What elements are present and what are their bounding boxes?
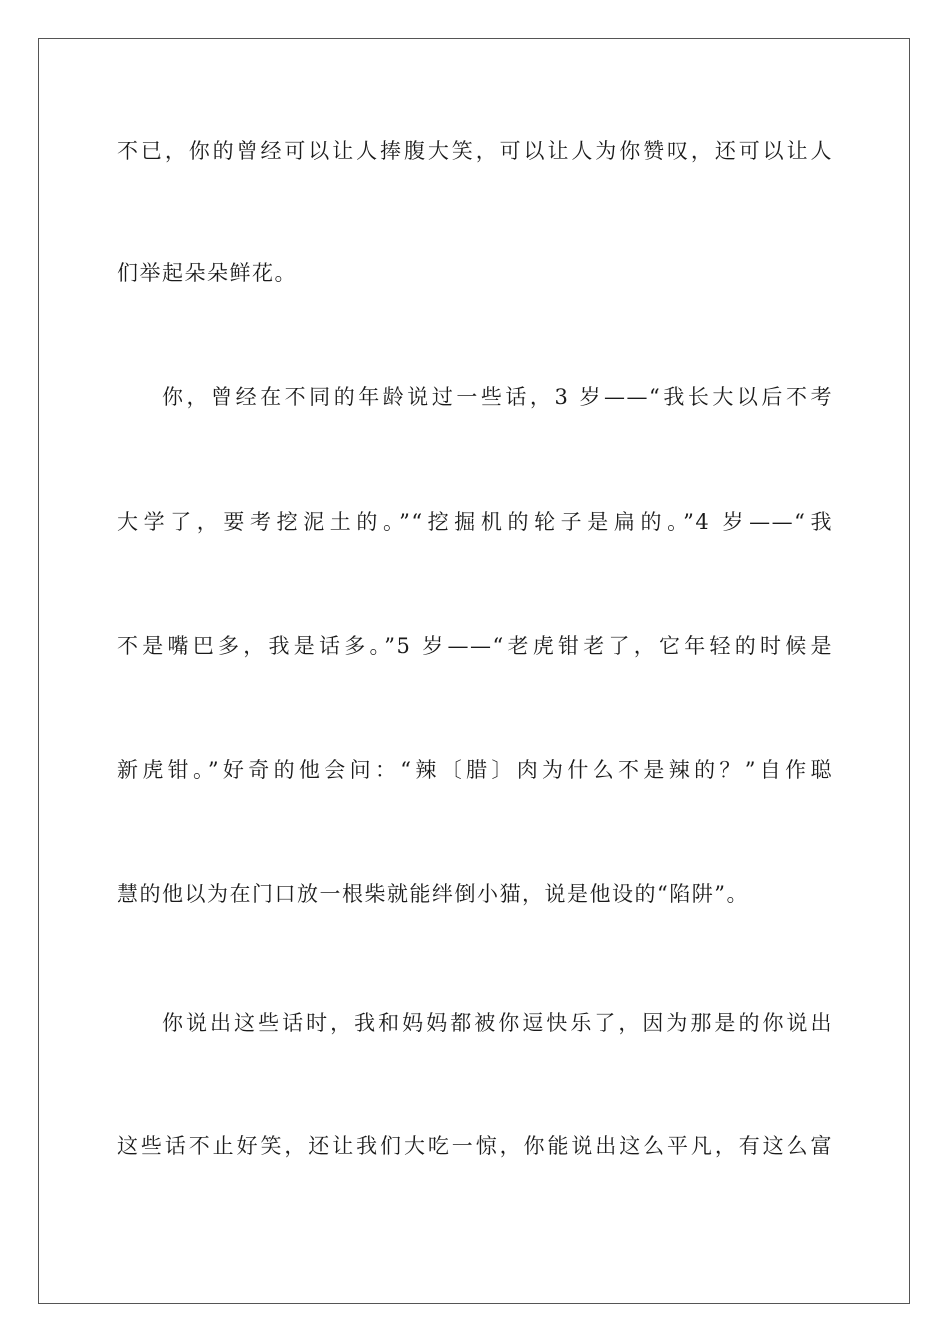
text-line-6: 新虎钳。”好奇的他会问：“辣〔腊〕肉为什么不是辣的？”自作聪 <box>117 758 833 782</box>
text-line-4: 大学了，要考挖泥土的。”“挖掘机的轮子是扁的。”4 岁——“我 <box>117 510 833 534</box>
text-line-1: 不已，你的曾经可以让人捧腹大笑，可以让人为你赞叹，还可以让人 <box>117 139 833 163</box>
text-line-5: 不是嘴巴多，我是话多。”5 岁——“老虎钳老了，它年轻的时候是 <box>117 634 833 658</box>
paragraph-start-line-8: 你说出这些话时，我和妈妈都被你逗快乐了，因为那是的你说出 <box>162 1011 833 1035</box>
text-line-7: 慧的他以为在门口放一根柴就能绊倒小猫，说是他设的“陷阱”。 <box>117 882 749 906</box>
text-line-2: 们举起朵朵鲜花。 <box>117 261 297 285</box>
page-border <box>38 38 910 1304</box>
paragraph-start-line-3: 你，曾经在不同的年龄说过一些话，3 岁——“我长大以后不考 <box>162 385 833 409</box>
text-line-9: 这些话不止好笑，还让我们大吃一惊，你能说出这么平凡，有这么富 <box>117 1134 833 1158</box>
